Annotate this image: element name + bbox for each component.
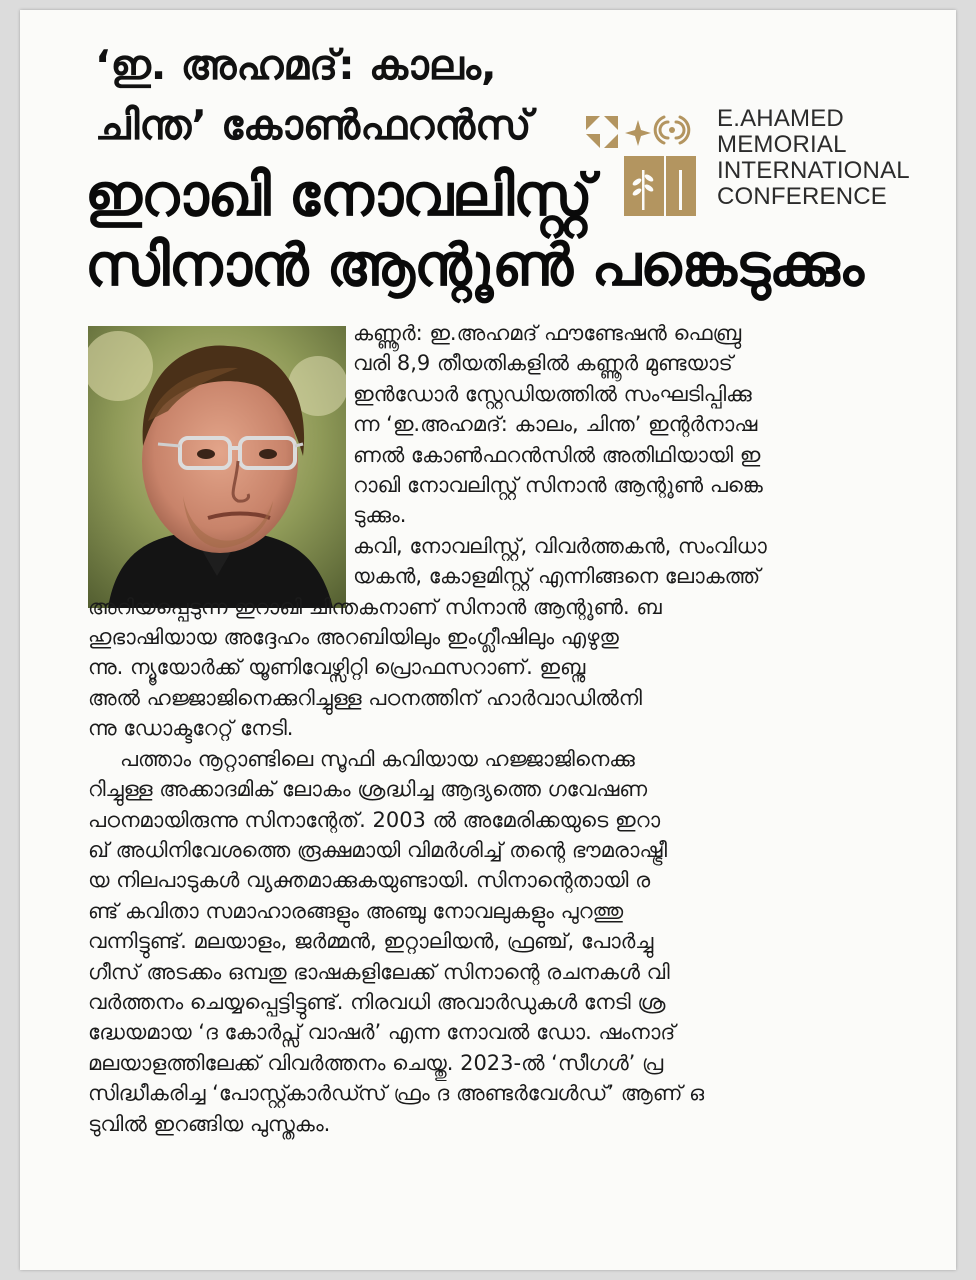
article-line: കണ്ണൂർ: ഇ.അഹമദ് ഫൗണ്ടേഷൻ ഫെബ്രു [353,321,742,345]
article-line: ന്നു. ന്യൂയോർക്ക് യൂണിവേഴ്സിറ്റി പ്രൊഫസറാണ്. ഇബ്നു [88,655,586,680]
article-line: കവി, നോവലിസ്റ്റ്, വിവർത്തകൻ, സംവിധാ [353,533,767,558]
article-line: പത്താം നൂറ്റാണ്ടിലെ സൂഫി കവിയായ ഹജ്ജാജിനെക്കു [120,746,635,771]
article-line: ഗീസ് അടക്കം ഒമ്പതു ഭാഷകളിലേക്ക് സിനാന്റെ രചനകൾ വി [88,959,670,984]
article-line: ണ്ട് കവിതാ സമാഹാരങ്ങളും അഞ്ചു നോവലുകളും പുറത്തു [88,898,624,923]
article-line: ഇൻഡോർ സ്റ്റേഡിയത്തിൽ സംഘടിപ്പിക്കു [353,381,752,406]
main-headline [85,160,915,300]
logo-line: CONFERENCE [717,183,888,210]
article-line: ണൽ കോൺഫറൻസിൽ അതിഥിയായി ഇ [353,442,761,467]
article-line: പഠനമായിരുന്നു സിനാന്റേത്. 2003 ൽ അമേരിക്കയുടെ ഇറാ [88,807,661,832]
logo-line: INTERNATIONAL [717,157,910,184]
logo-line: E.AHAMED [717,105,844,132]
article-line: റിച്ചുള്ള അക്കാദമിക് ലോകം ശ്രദ്ധിച്ച ആദ്യത്തെ ഗവേഷണ [88,777,648,802]
article-line: ദ്ധേയമായ ‘ദ കോർപ്സ് വാഷർ’ എന്ന നോവൽ ഡോ. ഷംനാദ് [88,1020,676,1045]
kicker-line: ‘ഇ. അഹമദ്: കാലം, [95,41,497,89]
article-body [88,318,924,1139]
article-line: ന്ന ‘ഇ.അഹമദ്: കാലം, ചിന്ത’ ഇന്റർനാഷ [353,412,758,437]
kicker-headline [95,35,615,155]
article-line: അൽ ഹജ്ജാജിനെക്കുറിച്ചുള്ള പഠനത്തിന് ഹാർവാഡിൽനി [88,685,642,710]
article-line: യ നിലപാടുകൾ വ്യക്തമാക്കുകയുണ്ടായി. സിനാന്റെതായി ര [88,868,651,893]
article-line: ഹുഭാഷിയായ അദ്ദേഹം അറബിയിലും ഇംഗ്ലീഷിലും എഴുതു [88,625,619,650]
article-line: മലയാളത്തിലേക്ക് വിവർത്തനം ചെയ്തു. 2023-ൽ ‘സീഗൾ’ പ്ര [88,1050,664,1075]
headline-line: സിനാൻ ആന്റൂൺ പങ്കെടുക്കും [85,231,863,299]
logo-line: MEMORIAL [717,131,847,158]
article-line: വരി 8,9 തീയതികളിൽ കണ്ണൂർ മുണ്ടയാട് [353,351,733,376]
article-line: ന്നു ഡോക്ടറേറ്റ് നേടി. [88,716,294,741]
article-line: സിദ്ധീകരിച്ച ‘പോസ്റ്റ്കാർഡ്സ് ഫ്രം ദ അണ്ടർവേൾഡ്’ ആണ് ഒ [88,1081,705,1106]
article-line: റാഖി നോവലിസ്റ്റ് സിനാൻ ആന്റൂൺ പങ്കെ [353,473,763,498]
article-line: ടുവിൽ ഇറങ്ങിയ പുസ്തകം. [88,1111,331,1136]
article-line: അറിയപ്പെടുന്ന ഇറാഖി ചിന്തകനാണ് സിനാൻ ആന്റൂൺ. ബ [88,594,662,619]
article-line: ഖ് അധിനിവേശത്തെ രൂക്ഷമായി വിമർശിച്ച് തന്റെ ഭൗമരാഷ്ട്രീ [88,837,668,862]
headline-line: ഇറാഖി നോവലിസ്റ്റ് [85,161,592,229]
article-line: യകൻ, കോളമിസ്റ്റ് എന്നിങ്ങനെ ലോകത്ത് [353,564,761,589]
article-line: വർത്തനം ചെയ്യപ്പെട്ടിട്ടുണ്ട്. നിരവധി അവാർഡുകൾ നേടി ശ്ര [88,989,666,1014]
article-line: വന്നിട്ടുണ്ട്. മലയാളം, ജർമ്മൻ, ഇറ്റാലിയൻ, ഫ്രഞ്ച്, പോർച്ചു [88,929,654,954]
article-line: ടുക്കും. [353,503,407,528]
kicker-line: ചിന്ത’ കോൺഫറൻസ് [95,101,532,149]
